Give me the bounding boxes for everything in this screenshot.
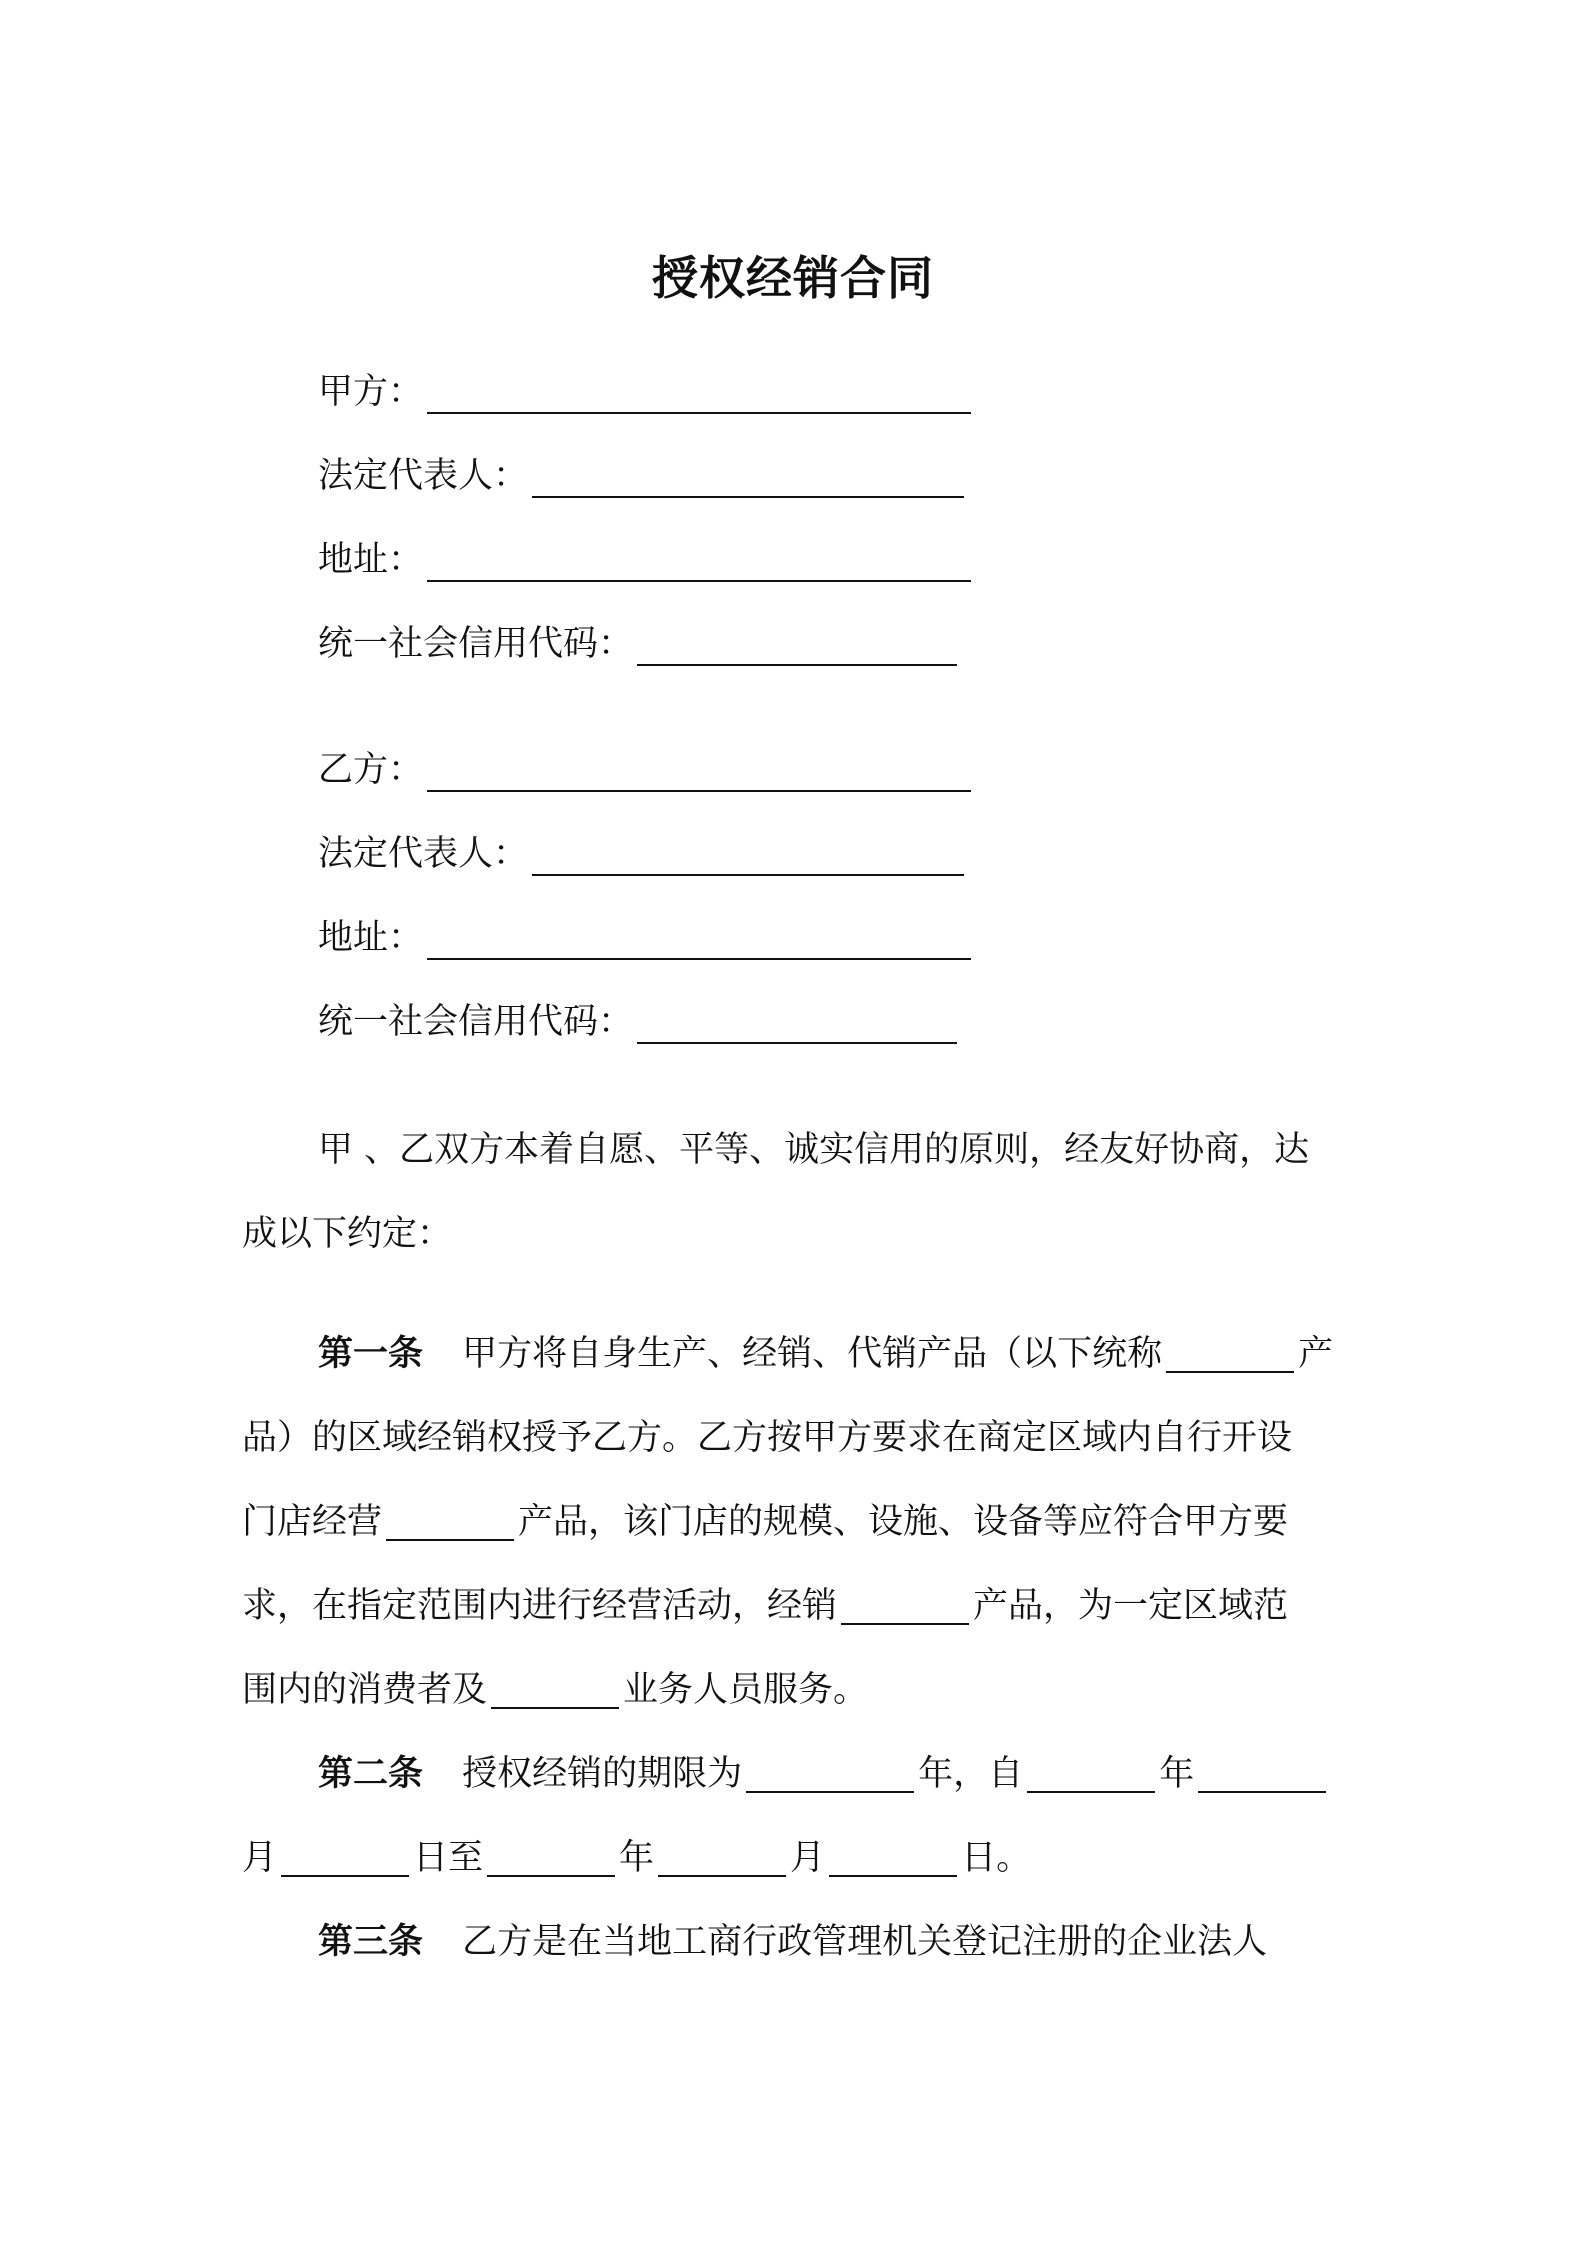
- article-3-heading: 第三条: [318, 1922, 424, 1962]
- party-a-blank[interactable]: [427, 372, 971, 414]
- party-b-rep-blank[interactable]: [532, 834, 964, 876]
- party-a-credit-code-field: [318, 616, 957, 672]
- party-b-rep-field: [318, 826, 964, 882]
- article-2-start-year-blank[interactable]: [1027, 1755, 1155, 1793]
- article-1-heading: 第一条: [318, 1334, 424, 1374]
- party-a-address-label: 地址：: [318, 540, 424, 580]
- intro-paragraph: [242, 1108, 1352, 1276]
- article-1-text-5b: 业务人员服务。: [623, 1670, 869, 1710]
- party-b-credit-code-label: 统一社会信用代码：: [318, 1002, 634, 1042]
- article-1-text-5a: 围内的消费者及: [242, 1670, 488, 1710]
- party-a-rep-label: 法定代表人：: [318, 456, 529, 496]
- party-b-address-blank[interactable]: [427, 918, 971, 960]
- party-a-credit-code-blank[interactable]: [637, 624, 957, 666]
- article-2-heading: 第二条: [318, 1754, 424, 1794]
- article-2-text-1b: 年，自: [918, 1754, 1024, 1794]
- article-1-product-blank-1[interactable]: [1166, 1335, 1294, 1373]
- article-3: [242, 1900, 1352, 1984]
- article-2-end-year-blank[interactable]: [487, 1839, 615, 1877]
- article-1-line-1: [242, 1312, 1352, 1396]
- article-1-line-3: [242, 1480, 1352, 1564]
- article-2-end-day-blank[interactable]: [829, 1839, 957, 1877]
- intro-line-2: 成以下约定：: [242, 1214, 453, 1254]
- article-1-text-3b: 产品，该门店的规模、设施、设备等应符合甲方要: [518, 1502, 1289, 1542]
- article-3-line-1: [242, 1900, 1352, 1984]
- article-2-start-day-blank[interactable]: [281, 1839, 409, 1877]
- document-title: 授权经销合同: [652, 251, 934, 305]
- party-b-blank[interactable]: [427, 750, 971, 792]
- article-2-text-2e: 日。: [961, 1838, 1032, 1878]
- article-1-text-3a: 门店经营: [242, 1502, 383, 1542]
- article-2-text-1a: 授权经销的期限为: [462, 1754, 743, 1794]
- article-2-text-2a: 月: [242, 1838, 278, 1878]
- article-2-text-2c: 年: [619, 1838, 655, 1878]
- party-a-address-blank[interactable]: [427, 540, 971, 582]
- article-2-text-2b: 日至: [413, 1838, 484, 1878]
- party-b-field: [318, 742, 971, 798]
- article-1-line-4: [242, 1564, 1352, 1648]
- article-1-text-1b: 产: [1298, 1334, 1334, 1374]
- article-1-product-blank-3[interactable]: [841, 1587, 969, 1625]
- party-a-rep-blank[interactable]: [532, 456, 964, 498]
- party-b-rep-label: 法定代表人：: [318, 834, 529, 874]
- article-2-start-month-blank[interactable]: [1198, 1755, 1326, 1793]
- party-b-label: 乙方：: [318, 750, 424, 790]
- party-a-credit-code-label: 统一社会信用代码：: [318, 624, 634, 664]
- article-3-text-1: 乙方是在当地工商行政管理机关登记注册的企业法人: [462, 1922, 1268, 1962]
- party-a-label: 甲方：: [318, 372, 424, 412]
- article-1-line-2: 品）的区域经销权授予乙方。乙方按甲方要求在商定区域内自行开设: [242, 1418, 1293, 1458]
- article-1-text-4a: 求，在指定范围内进行经营活动，经销: [242, 1586, 838, 1626]
- party-b-credit-code-field: [318, 994, 957, 1050]
- article-1-line-5: [242, 1648, 1352, 1732]
- article-1-product-blank-2[interactable]: [386, 1503, 514, 1541]
- intro-line-1: 甲 、乙双方本着自愿、平等、诚实信用的原则，经友好协商，达: [318, 1130, 1310, 1170]
- party-b-credit-code-blank[interactable]: [637, 1002, 957, 1044]
- article-2-term-years-blank[interactable]: [746, 1755, 914, 1793]
- article-2-text-1c: 年: [1159, 1754, 1195, 1794]
- article-2-end-month-blank[interactable]: [658, 1839, 786, 1877]
- party-a-address-field: [318, 532, 971, 588]
- article-1: [242, 1312, 1352, 1732]
- party-b-address-field: [318, 910, 971, 966]
- article-2-text-2d: 月: [790, 1838, 826, 1878]
- party-a-field: [318, 364, 971, 420]
- party-b-address-label: 地址：: [318, 918, 424, 958]
- article-2-line-1: [242, 1732, 1352, 1816]
- article-2: [242, 1732, 1352, 1900]
- article-1-text-1a: 甲方将自身生产、经销、代销产品（以下统称: [462, 1334, 1163, 1374]
- party-a-rep-field: [318, 448, 964, 504]
- article-2-line-2: [242, 1816, 1352, 1900]
- article-1-text-4b: 产品，为一定区域范: [973, 1586, 1289, 1626]
- article-1-staff-blank[interactable]: [491, 1671, 619, 1709]
